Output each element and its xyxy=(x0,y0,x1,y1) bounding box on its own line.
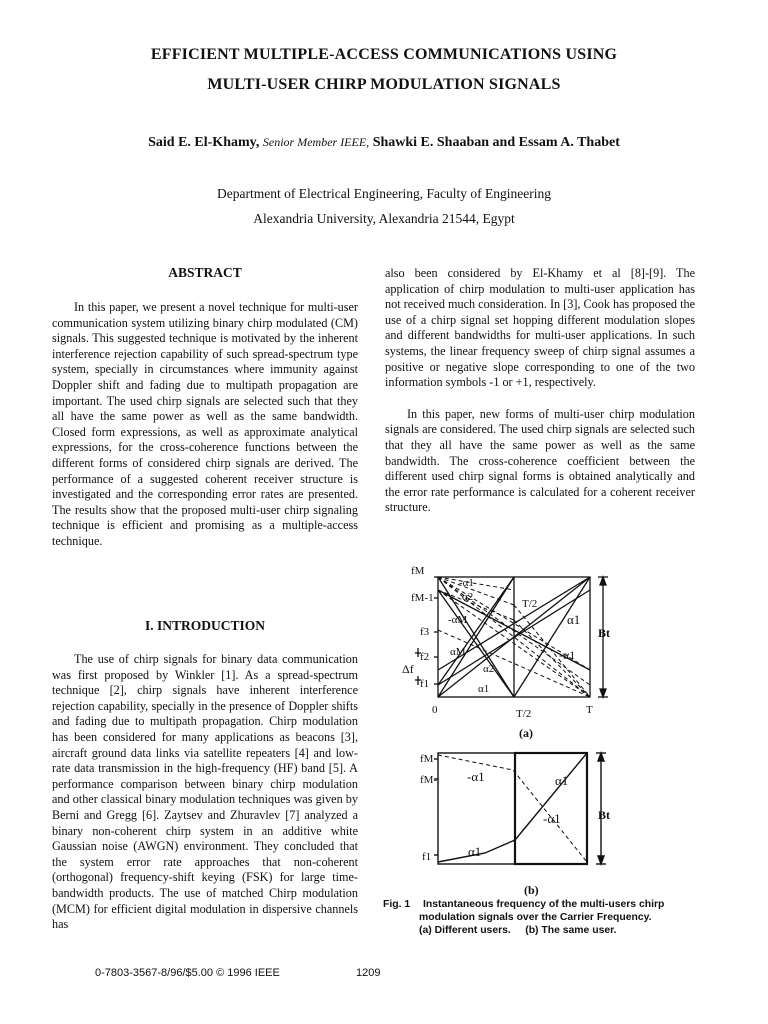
right-paragraph-1: also been considered by El-Khamy et al [8]-[9]. The application of chirp modulation to multi-user application has not received much consideration. In [3], Cook has proposed the use of a chirp signal set hopping different modulation slopes and different bandwidths for multi-user applications. In such systems, the linear frequency sweep of chirp signal assumes a positive or negative slope corresponding to one of the two information symbols -1 or +1, respectively. xyxy=(385,266,695,390)
fig1a-alpha-label-1: -α1 xyxy=(459,577,474,589)
fig1a-bandwidth-label: Bt xyxy=(598,626,610,640)
figure-caption-line-3: (a) Different users. (b) The same user. xyxy=(419,925,617,936)
fig1a-ylabel-fM-1: fM-1 xyxy=(411,592,434,604)
fig1a-mid-label: T/2 xyxy=(522,598,538,610)
fig1a-alpha-label-5: αM xyxy=(450,646,466,658)
fig1b-ylabel-fM-: fM- xyxy=(420,774,438,786)
fig1b-alpha-label-3: -α1 xyxy=(543,811,561,826)
fig1b-panel-label: (b) xyxy=(524,883,539,897)
fig1a-xlabel-half: T/2 xyxy=(516,708,532,720)
introduction-heading: I. INTRODUCTION xyxy=(144,618,266,633)
fig1b-ylabel-fM: fM xyxy=(420,753,434,765)
fig1b-alpha-label-4: α1 xyxy=(468,844,482,859)
fig1b-chirp-dashed xyxy=(438,755,587,862)
author-role: Senior Member IEEE, xyxy=(262,135,370,149)
fig1b-bandwidth-label: Bt xyxy=(598,808,610,822)
fig1a-alpha-label-6: α2 xyxy=(483,663,495,675)
figure-1a-diagram xyxy=(402,560,645,745)
paper-title-line-2: MULTI-USER CHIRP MODULATION SIGNALS xyxy=(207,76,561,93)
fig1a-ylabel-f3: f3 xyxy=(420,626,430,638)
fig1a-alpha-label-3: -αM xyxy=(448,614,468,626)
fig1a-ylabel-f2: f2 xyxy=(420,651,430,663)
introduction-body xyxy=(52,652,358,933)
figure-caption-number: Fig. 1 xyxy=(383,899,411,910)
author-names-rest: Shawki E. Shaaban and Essam A. Thabet xyxy=(372,135,620,150)
fig1b-right-frame xyxy=(515,753,587,864)
fig1b-alpha-label-2: α1 xyxy=(555,773,569,788)
fig1a-ylabel-fM: fM xyxy=(411,565,425,577)
figure-1b-diagram xyxy=(405,745,645,895)
fig1a-xlabel-T: T xyxy=(586,704,593,716)
introduction-paragraph: The use of chirp signals for binary data communication was first proposed by Winkler [1]. As a spread-spectrum technique [2], chirp signals have inherent interference rejection capability, specially in the presence of Doppler shifts and fading due to multipath propagation. Chirp modulation has been considered for many applications as beacons [3], aircraft ground data links via satellite repeaters [4] and low-rate data transmission in the high-frequency (HF) band [5]. A performance comparison between binary chirp modulation and other classical binary modulation techniques was given by Berni and Gregg [6]. Zaytsev and Zhuravlev [7] analyzed a binary non-coherent chirp system in an additive white Gaussian noise (AWGN) environment. They concluded that the system error rate approaches that non-coherent (orthogonal) frequency-shift keying (FSK) for large time-bandwidth products. The use of matched Chirp modulation (MCM) for efficient digital modulation in dispersive channels has xyxy=(52,652,358,932)
fig1a-delta-f-label: Δf xyxy=(402,662,414,676)
right-paragraph-2: In this paper, new forms of multi-user chirp modulation signals are considered. The used chirp signals are selected such that they all have the same power as well as the same bandwidth. The cross-coherence coefficient between the different used chirp signal forms is obtained analytically and the error rate performance is calculated for a coherent receiver structure. xyxy=(385,406,695,515)
right-column-text xyxy=(385,266,695,516)
copyright-footer: 0-7803-3567-8/96/$5.00 © 1996 IEEE xyxy=(95,967,280,979)
paper-title-line-1: EFFICIENT MULTIPLE-ACCESS COMMUNICATIONS USING xyxy=(150,46,618,63)
fig1b-ylabel-f1: f1 xyxy=(422,851,432,863)
author-name-1: Said E. El-Khamy, xyxy=(148,135,260,150)
fig1b-alpha-label-1: -α1 xyxy=(467,769,485,784)
affiliation-line-1: Department of Electrical Engineering, Faculty of Engineering xyxy=(217,186,551,201)
fig1a-ylabel-f1: f1 xyxy=(420,678,430,690)
figure-caption-line-2: modulation signals over the Carrier Frequency. xyxy=(419,912,652,923)
fig1a-xlabel-0: 0 xyxy=(432,704,438,716)
page-number: 1209 xyxy=(356,967,381,979)
abstract-paragraph: In this paper, we present a novel technique for multi-user communication system utilizing binary chirp modulated (CM) signals. This suggested technique is motivated by the inherent interference rejection capability of such spread-spectrum type system, specially in circumstances where immunity against Doppler shift and fading due to multipath propagation are important. The used chirp signals are selected such that they all have the same power as well as the same bandwidth. Closed form expressions, as well as approximate analytical expressions, for the cross-coherence functions between the different forms of considered chirp signals are derived. The performance of a suggested coherent receiver structure is investigated and the corresponding error rates are presented. The results show that the proposed multi-user chirp signaling technique is efficient and promising as a multiple-access technique. xyxy=(52,300,358,548)
author-line xyxy=(0,135,768,151)
figure-caption xyxy=(383,898,703,937)
figure-caption-line-1: Instantaneous frequency of the multi-users chirp xyxy=(423,899,665,910)
fig1a-alpha-label-8: -α1 xyxy=(559,648,576,662)
abstract-heading: ABSTRACT xyxy=(168,265,242,280)
fig1a-alpha-label-7: α1 xyxy=(478,683,490,695)
abstract-body xyxy=(52,300,358,550)
fig1a-alpha-label-2: α2 xyxy=(462,591,474,603)
fig1a-panel-label: (a) xyxy=(519,726,533,740)
affiliation-line-2: Alexandria University, Alexandria 21544, Egypt xyxy=(253,211,515,226)
fig1a-alpha-label-4: α1 xyxy=(567,612,581,627)
fig1b-chirp-solid xyxy=(438,753,587,862)
